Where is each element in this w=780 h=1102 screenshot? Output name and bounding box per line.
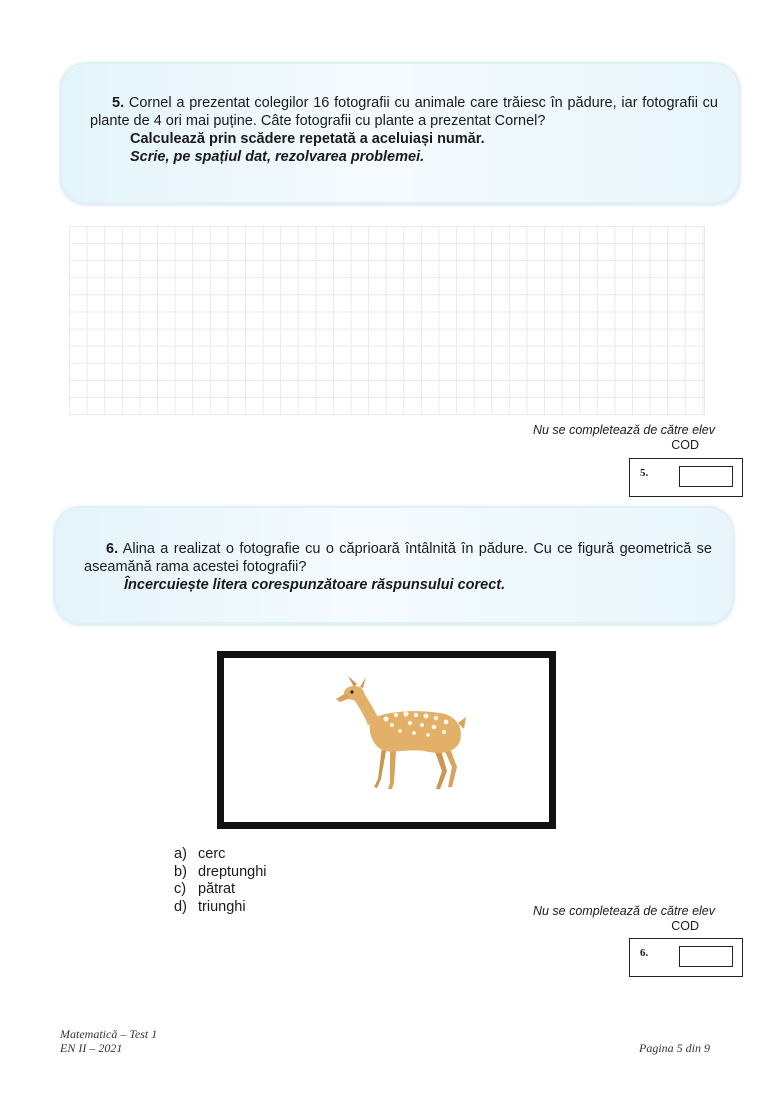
question-5-text-block	[90, 94, 718, 166]
option-d[interactable]	[174, 899, 267, 917]
grading-note-6-text: Nu se completează de către elev	[532, 904, 715, 918]
option-c-label: pătrat	[198, 881, 236, 897]
grading-box-6-number: 6.	[640, 947, 649, 959]
question-5-number: 5.	[112, 95, 125, 111]
question-5-statement: Cornel a prezentat colegilor 16 fotografii cu animale care trăiesc în pădure, iar fotografii cu plante de 4 ori mai puține. Câte fotografii cu plante a prezentat Cornel?	[90, 95, 718, 129]
answer-grid-area[interactable]	[69, 226, 705, 415]
answer-options	[174, 846, 267, 916]
question-6-instruction: Încercuiește litera corespunzătoare răspunsului corect.	[124, 577, 506, 593]
option-a-letter[interactable]: a)	[174, 846, 187, 862]
option-a[interactable]	[174, 846, 267, 864]
footer-subject: Matematică – Test 1	[60, 1027, 158, 1041]
grading-box-5-field	[679, 466, 733, 487]
question-6-box	[54, 506, 734, 624]
deer-illustration	[324, 675, 474, 800]
grading-box-6-field	[679, 946, 733, 967]
option-b-label: dreptunghi	[198, 863, 267, 880]
option-c-letter[interactable]: c)	[174, 881, 187, 897]
option-d-label: triunghi	[198, 898, 246, 915]
footer-exam: EN II – 2021	[60, 1041, 123, 1055]
grading-box-6	[629, 938, 743, 977]
option-b[interactable]	[174, 864, 267, 882]
grading-cod-6-label: COD	[671, 919, 699, 933]
question-6-text-block	[84, 540, 712, 594]
footer-left	[60, 1027, 157, 1055]
question-5-instruction-2: Scrie, pe spațiul dat, rezolvarea problemei.	[130, 149, 425, 165]
grading-note-6	[420, 904, 715, 934]
grading-cod-5-label: COD	[671, 438, 699, 452]
option-b-letter[interactable]: b)	[174, 863, 187, 880]
footer-page-text: Pagina 5 din 9	[639, 1041, 710, 1055]
footer-page-number	[560, 1041, 710, 1055]
option-d-letter[interactable]: d)	[174, 898, 187, 915]
question-5-instruction-1: Calculează prin scădere repetată a aceluiași număr.	[130, 131, 485, 147]
question-6-number: 6.	[106, 541, 119, 557]
grading-box-5-number: 5.	[640, 467, 649, 479]
option-c[interactable]	[174, 881, 267, 899]
grading-note-5	[420, 423, 715, 453]
question-6-statement: Alina a realizat o fotografie cu o căprioară întâlnită în pădure. Cu ce figură geometrică se aseamănă rama acestei fotografii?	[84, 541, 712, 575]
grading-box-5	[629, 458, 743, 497]
option-a-label: cerc	[198, 846, 226, 862]
photo-frame	[217, 651, 556, 829]
question-5-box	[60, 62, 740, 204]
grading-note-5-text: Nu se completează de către elev	[532, 423, 715, 437]
